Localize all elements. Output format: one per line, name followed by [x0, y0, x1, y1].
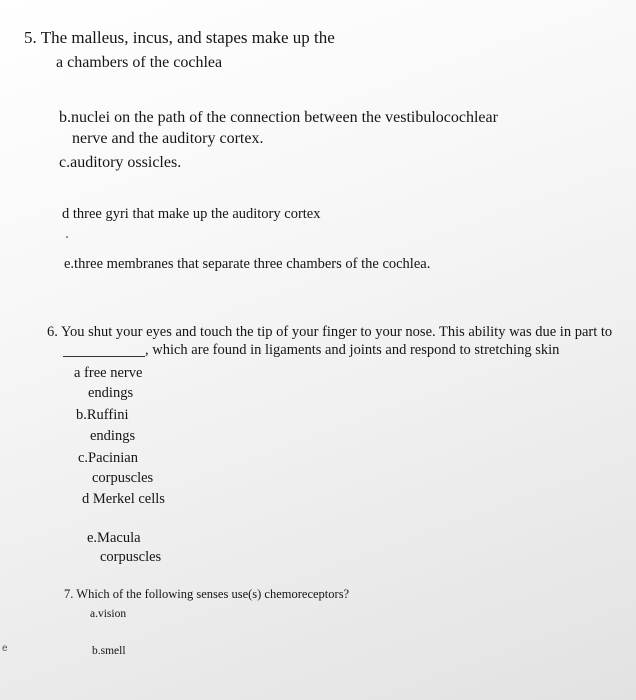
q5-option-b-line1: b.nuclei on the path of the connection between the vestibulocochlear: [59, 109, 498, 126]
answer-blank: [63, 356, 145, 357]
edge-mark: e: [2, 643, 8, 654]
q5-option-a: a chambers of the cochlea: [56, 54, 223, 71]
q6-option-e-line2: corpuscles: [100, 549, 162, 565]
q7-option-a: a.vision: [90, 608, 127, 620]
q6-option-a-line2: endings: [88, 385, 134, 401]
q5-option-c: c.auditory ossicles.: [59, 154, 182, 171]
q5-option-b-line2: nerve and the auditory cortex.: [72, 130, 264, 147]
q6-option-b-line2: endings: [90, 428, 136, 444]
q7-stem: 7. Which of the following senses use(s) chemoreceptors?: [64, 587, 350, 601]
q7-option-b: b.smell: [92, 645, 126, 657]
q6-option-d: d Merkel cells: [82, 491, 165, 507]
stray-mark: [66, 236, 68, 238]
q6-stem-line1: 6. You shut your eyes and touch the tip of your finger to your nose. This ability was due in part to: [47, 324, 613, 340]
q6-option-b-line1: b.Ruffini: [76, 407, 129, 423]
q6-option-c-line2: corpuscles: [92, 470, 154, 486]
q6-option-a-line1: a free nerve: [74, 365, 143, 381]
q6-option-c-line1: c.Pacinian: [78, 450, 138, 466]
q5-stem: 5. The malleus, incus, and stapes make up the: [24, 28, 335, 47]
q6-stem-line2: , which are found in ligaments and joints and respond to stretching skin: [145, 342, 560, 358]
q6-option-e-line1: e.Macula: [87, 530, 141, 546]
q5-option-e: e.three membranes that separate three chambers of the cochlea.: [64, 256, 431, 272]
q5-option-d: d three gyri that make up the auditory cortex: [62, 206, 321, 222]
